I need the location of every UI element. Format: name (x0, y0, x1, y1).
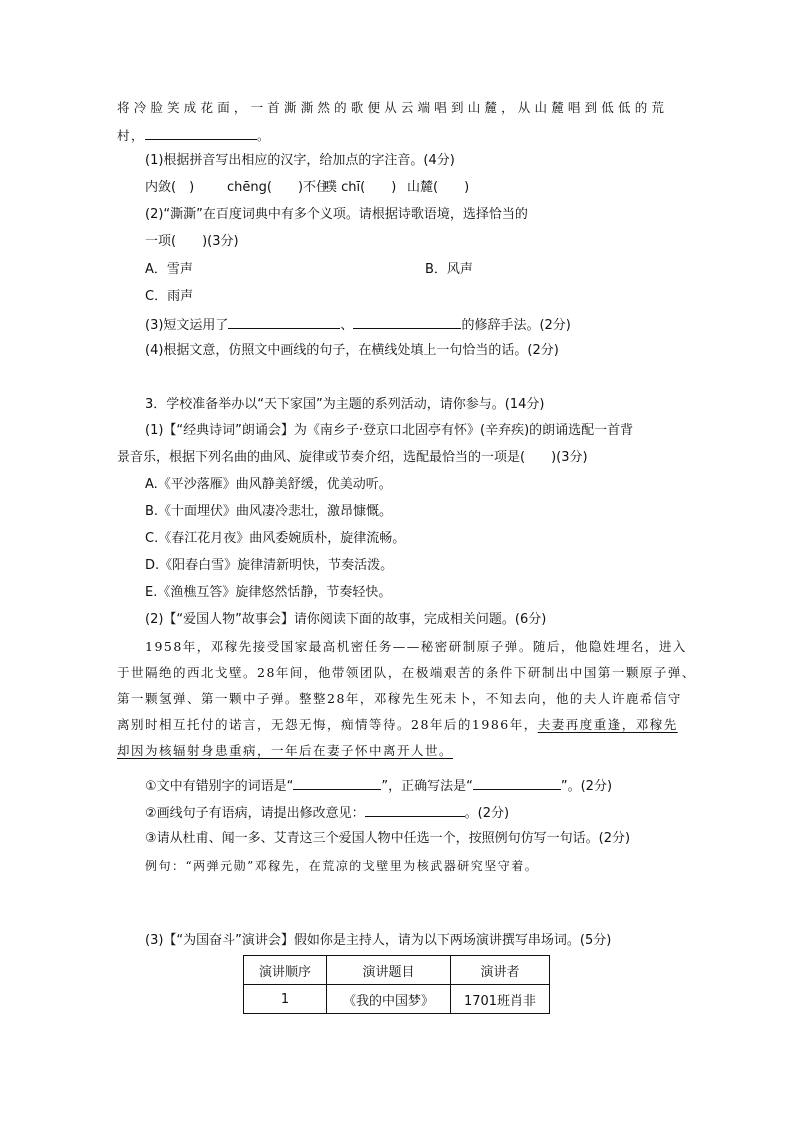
table-cell: 1 (244, 985, 327, 1014)
question-prompt: (4)根据文意，仿照文中画线的句子，在横线处填上一句恰当的话。(2分) (145, 343, 559, 358)
question-prompt: (2)【“爱国人物”故事会】请你阅读下面的故事，完成相关问题。(6分) (145, 612, 547, 627)
story-line: 1958年，邓稼先接受国家最高机密任务——秘密研制原子弹。随后，他隐姓埋名，进入 (145, 639, 687, 654)
prompt-text: 。(2分) (464, 806, 510, 821)
option-c[interactable]: C．雨声 (145, 289, 194, 304)
answer-blank[interactable] (353, 315, 461, 329)
pinyin-item[interactable]: 噗 chī( ) (324, 180, 397, 195)
sub-question-2 (145, 803, 509, 823)
answer-blank[interactable] (293, 776, 381, 790)
pinyin-items (145, 179, 469, 197)
prompt-text: ”，正确写法是“ (381, 779, 473, 794)
option-e[interactable]: E.《渔樵互答》旋律悠然恬静，节奏轻快。 (145, 585, 392, 600)
prompt-text: 、 (340, 318, 354, 333)
question-title: 3．学校准备举办以“天下家国”为主题的系列活动，请你参与。(14分) (145, 397, 545, 412)
answer-blank[interactable] (228, 315, 340, 329)
prompt-text: ”。(2分) (560, 779, 613, 794)
option-b[interactable]: B．风声 (425, 262, 473, 277)
table-header: 演讲者 (451, 956, 550, 985)
option-d[interactable]: D.《阳春白雪》旋律清新明快，节奏活泼。 (145, 558, 394, 573)
speech-table (243, 955, 550, 1014)
prompt-text: ①文中有错别字的词语是“ (145, 779, 294, 794)
question-prompt: (2)“澌澌”在百度词典中有多个义项。请根据诗歌语境，选择恰当的 (145, 207, 528, 222)
passage-line-blank (117, 126, 271, 145)
question-prompt: (1)根据拼音写出相应的汉字，给加点的字注音。(4分) (145, 153, 455, 168)
prompt-text: ②画线句子有语病，请提出修改意见： (145, 806, 365, 821)
sub-question-1 (145, 776, 612, 796)
option-a[interactable]: A．雪声 (145, 262, 193, 277)
example-sentence: 例句：“两弹元勋”邓稼先，在荒凉的戈壁里为核武器研究坚守着。 (145, 859, 539, 873)
option-b[interactable]: B.《十面埋伏》曲风凄冷悲壮，激昂慷慨。 (145, 504, 393, 519)
underlined-sentence: 夫妻再度重逢，邓稼先 (537, 717, 678, 732)
table-cell: 《我的中国梦》 (327, 985, 451, 1014)
answer-blank[interactable] (145, 126, 257, 140)
question-prompt: 一项( )(3分) (145, 234, 239, 249)
table-header: 演讲题目 (327, 956, 451, 985)
story-text: 离别时相互托付的诺言，无怨无悔，痴情等待。28年后的1986年， (117, 717, 538, 732)
option-a[interactable]: A.《平沙落雁》曲风静美舒缓，优美动听。 (145, 477, 392, 492)
question-prompt: (3)【“为国奋斗”演讲会】假如你是主持人，请为以下两场演讲撰写串场词。(5分) (145, 933, 612, 948)
answer-blank[interactable] (473, 776, 561, 790)
question-prompt (145, 315, 571, 335)
option-c[interactable]: C.《春江花月夜》曲风委婉质朴，旋律流畅。 (145, 531, 406, 546)
table-row (244, 985, 550, 1014)
question-prompt: (1)【“经典诗词”朗诵会】为《南乡子·登京口北固亭有怀》(辛弃疾)的朗诵选配一首背 (145, 423, 634, 438)
prompt-text: (3)短文运用了 (145, 318, 229, 333)
underlined-sentence: 却因为核辐射身患重病，一年后在妻子怀中离开人世。 (117, 743, 454, 758)
passage-text: 。 (257, 128, 272, 143)
passage-text: 村， (117, 128, 146, 143)
table-cell: 1701班肖非 (451, 985, 550, 1014)
sub-question-3: ③请从杜甫、闻一多、艾青这三个爱国人物中任选一个，按照例句仿写一句话。(2分) (145, 831, 631, 846)
question-prompt: 景音乐，根据下列名曲的曲风、旋律或节奏介绍，选配最恰当的一项是( )(3分) (117, 450, 588, 465)
pinyin-item[interactable]: 内敛( ) (145, 180, 195, 195)
story-line: 第一颗氢弹、第一颗中子弹。整整28年，邓稼先生死未卜，不知去向，他的夫人许鹿希信守 (117, 691, 682, 706)
prompt-text: 的修辞手法。(2分) (461, 318, 571, 333)
pinyin-item[interactable]: chēng( )不住 (227, 180, 330, 195)
table-header-row (244, 956, 550, 985)
answer-blank[interactable] (365, 803, 465, 817)
table-header: 演讲顺序 (244, 956, 327, 985)
pinyin-item[interactable]: 山麓( ) (407, 180, 470, 195)
story-line: 于世隔绝的西北戈壁。28年间，他带领团队，在极端艰苦的条件下研制出中国第一颗原子弹、 (117, 665, 696, 680)
story-line (117, 716, 678, 734)
passage-line: 将冷脸笑成花面，一首澌澌然的歌便从云端唱到山麓，从山麓唱到低低的荒 (117, 100, 669, 115)
